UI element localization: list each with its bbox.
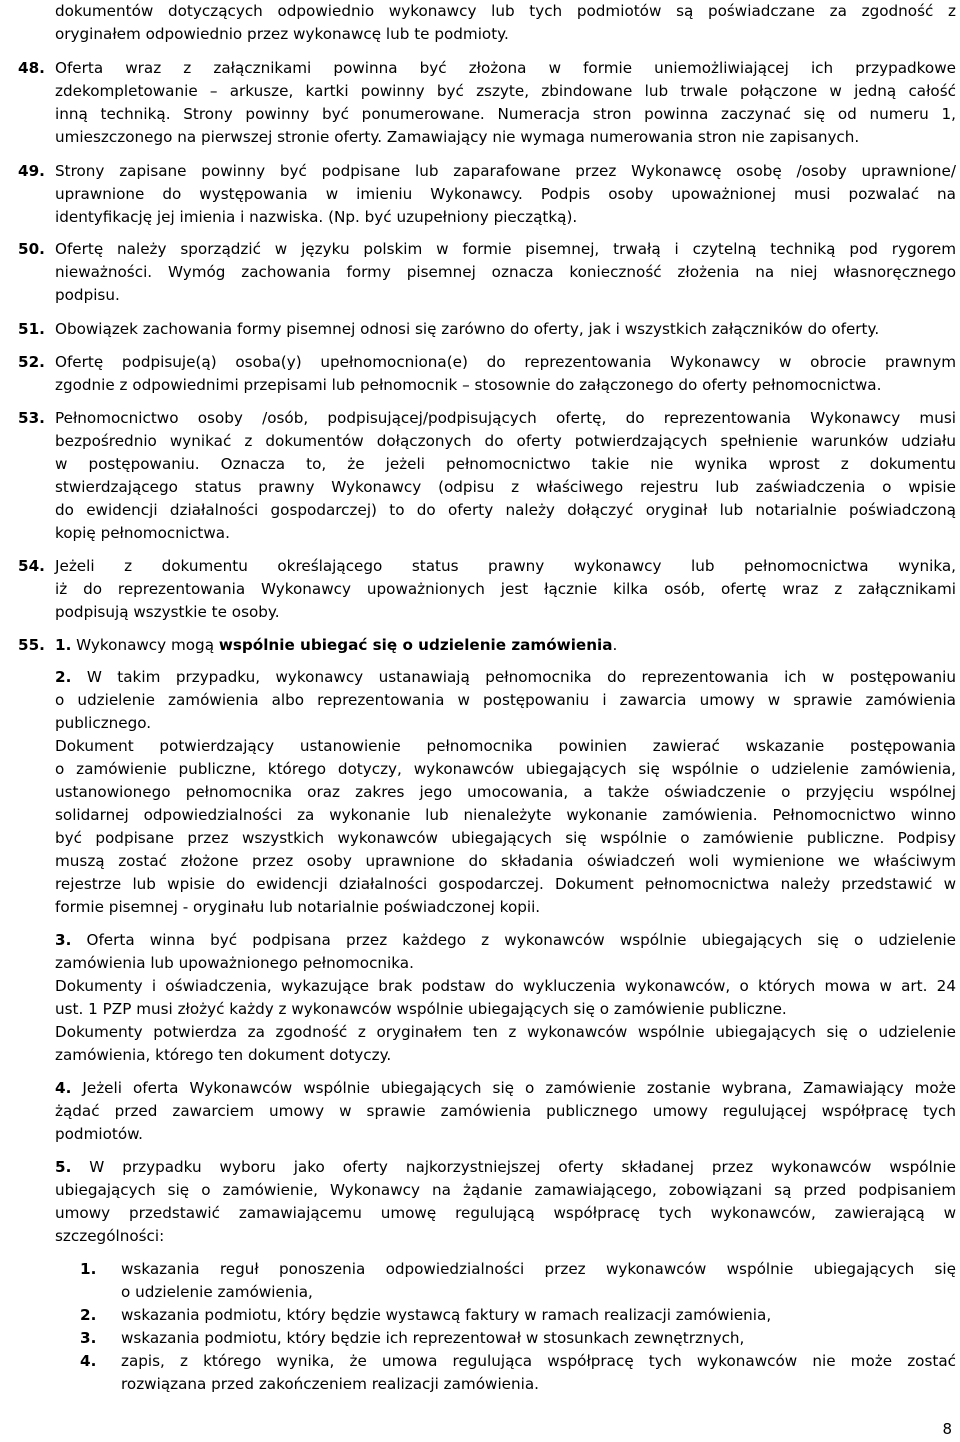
section-53-line: stwierdzającego status prawny Wykonawcy (odpisu z właściwego rejestru lub zaświadczenia o wpisie — [55, 478, 956, 496]
section-number: 48. — [18, 59, 45, 77]
list-number: 2. — [80, 1306, 97, 1324]
section-53-line: bezpośrednio wynikać z dokumentów dołączonych do oferty potwierdzających spełnienie warunków udziału — [55, 432, 956, 450]
section-50-line: nieważności. Wymóg zachowania formy pisemnej oznacza konieczność złożenia na niej własnoręcznego — [55, 263, 956, 281]
section-53-line: kopię pełnomocnictwa. — [55, 524, 230, 542]
section-55-point-4-line: podmiotów. — [55, 1125, 143, 1143]
list-item-line: wskazania podmiotu, który będzie wystawcą faktury w ramach realizacji zamówienia, — [121, 1306, 772, 1324]
section-number: 50. — [18, 240, 45, 258]
list-number: 3. — [80, 1329, 97, 1347]
section-55-point-5-line: umowy przedstawić zamawiającemu umowę regulującą współpracę tych wykonawców, zawierającą w — [55, 1204, 956, 1222]
section-55-point-5-line: szczególności: — [55, 1227, 165, 1245]
section-54-line: podpisują wszystkie te osoby. — [55, 603, 280, 621]
section-55-document-line: formie pisemnej - oryginału lub notarialnie poświadczonej kopii. — [55, 898, 541, 916]
section-55-point-3-line: zamówienia, którego ten dokument dotyczy. — [55, 1046, 392, 1064]
section-55-point-2-line: publicznego. — [55, 714, 152, 732]
section-number: 51. — [18, 320, 45, 338]
section-55-point-4-line: żądać przed zawarciem umowy w sprawie zamówienia publicznego umowy regulującej współpracę tych — [55, 1102, 956, 1120]
list-item-line: wskazania reguł ponoszenia odpowiedzialności przez wykonawców wspólnie ubiegających się — [121, 1260, 956, 1278]
point-number: 4. — [55, 1079, 72, 1097]
section-50-line: Ofertę należy sporządzić w języku polskim w formie pisemnej, trwałą i czytelną techniką pod rygorem — [55, 240, 956, 258]
section-49-line: Strony zapisane powinny być podpisane lub zaparafowane przez Wykonawcę osobę /osoby uprawnione/ — [55, 162, 956, 180]
section-number: 55. — [18, 636, 45, 654]
section-51-line: Obowiązek zachowania formy pisemnej odnosi się zarówno do oferty, jak i wszystkich załączników do oferty. — [55, 320, 880, 338]
section-54-line: iż do reprezentowania Wykonawcy upoważnionych jest łącznie kilka osób, ofertę wraz z załącznikami — [55, 580, 956, 598]
section-54-line: Jeżeli z dokumentu określającego status prawny wykonawcy lub pełnomocnictwa wynika, — [55, 557, 956, 575]
section-55-point-3-line: Dokumenty potwierdza za zgodność z oryginałem ten z wykonawców wspólnie ubiegających się o udzielenie — [55, 1023, 956, 1041]
point-text: Wykonawcy mogą — [71, 636, 219, 654]
section-55-document-line: ustanowionego pełnomocnika oraz zakres jego umocowania, a także oświadczenie o przyjęciu wspólnej — [55, 783, 956, 801]
section-48-line: zdekompletowanie – arkusze, kartki powinny być zszyte, zbindowane lub trwale połączone w jedną całość — [55, 82, 956, 100]
section-55-point-3-line: zamówienia lub upoważnionego pełnomocnika. — [55, 954, 414, 972]
section-55-document-line: solidarnej odpowiedzialności za wykonanie lub nienależyte wykonanie zamówienia. Pełnomocnictwo winno — [55, 806, 956, 824]
section-52-line: Ofertę podpisuje(ą) osoba(y) upełnomocniona(e) do reprezentowania Wykonawcy w obrocie prawnym — [55, 353, 956, 371]
section-53-line: do ewidencji działalności gospodarczej) to do oferty należy dołączyć oryginał lub notarialnie poświadczoną — [55, 501, 956, 519]
section-52-line: zgodnie z odpowiednimi przepisami lub pełnomocnik – stosownie do załączonego do oferty pełnomocnictwa. — [55, 376, 882, 394]
section-55-document-line: o zamówienie publiczne, którego dotyczy, wykonawców ubiegających się wspólnie o udzielenie zamówienia, — [55, 760, 956, 778]
list-item-line: zapis, z którego wynika, że umowa regulująca współpracę tych wykonawców nie może zostać — [121, 1352, 956, 1370]
section-55-document-line: muszą zostać złożone przez osoby uprawnione do składania oświadczeń woli wymienione we właściwym — [55, 852, 956, 870]
section-55-document-line: rejestrze lub wpisie do ewidencji działalności gospodarczej. Dokument pełnomocnictwa należy przedstawić w — [55, 875, 956, 893]
section-50-line: podpisu. — [55, 286, 120, 304]
continuation-line: dokumentów dotyczących odpowiednio wykonawcy lub tych podmiotów są poświadczane za zgodność z — [55, 2, 956, 20]
section-49-line: identyfikację jej imienia i nazwiska. (Np. być uzupełniony pieczątką). — [55, 208, 578, 226]
section-55-point-2-line: o udzielenie zamówienia albo reprezentowania w postępowaniu i zawarcia umowy w sprawie zamówienia — [55, 691, 956, 709]
point-number: 5. — [55, 1158, 72, 1176]
page-number: 8 — [942, 1420, 952, 1438]
section-48-line: umieszczonego na pierwszej stronie oferty. Zamawiający nie wymaga numerowania stron nie zapisanych. — [55, 128, 860, 146]
point-number: 2. — [55, 668, 72, 686]
section-49-line: uprawnione do występowania w imieniu Wykonawcy. Podpis osoby upoważnionej musi pozwalać na — [55, 185, 956, 203]
section-55-point-2-line: 2. W takim przypadku, wykonawcy ustanawiają pełnomocnika do reprezentowania ich w postępowaniu — [55, 668, 956, 686]
point-number: 3. — [55, 931, 72, 949]
section-55-point-3-line: ust. 1 PZP musi złożyć każdy z wykonawców wspólnie ubiegających się o zamówienie publiczne. — [55, 1000, 787, 1018]
section-48-line: Oferta wraz z załącznikami powinna być złożona w formie uniemożliwiającej ich przypadkowe — [55, 59, 956, 77]
point-bold-text: wspólnie ubiegać się o udzielenie zamówienia — [218, 636, 613, 654]
continuation-line: oryginałem odpowiednio przez wykonawcę lub te podmioty. — [55, 25, 509, 43]
section-53-line: Pełnomocnictwo osoby /osób, podpisującej/podpisujących ofertę, do reprezentowania Wykonawcy musi — [55, 409, 956, 427]
section-number: 49. — [18, 162, 45, 180]
section-53-line: w postępowaniu. Oznacza to, że jeżeli pełnomocnictwo takie nie wynika wprost z dokumentu — [55, 455, 956, 473]
list-item-line: wskazania podmiotu, który będzie ich reprezentował w stosunkach zewnętrznych, — [121, 1329, 745, 1347]
list-item-line: rozwiązana przed zakończeniem realizacji zamówienia. — [121, 1375, 539, 1393]
section-55-point-4-line: 4. Jeżeli oferta Wykonawców wspólnie ubiegających się o zamówienie zostanie wybrana, Zamawiający może — [55, 1079, 956, 1097]
section-number: 53. — [18, 409, 45, 427]
section-55-point-1 — [55, 634, 617, 658]
section-55-point-5-line: 5. W przypadku wyboru jako oferty najkorzystniejszej oferty składanej przez wykonawców wspólnie — [55, 1158, 956, 1176]
section-55-point-3-line: Dokumenty i oświadczenia, wykazujące brak podstaw do wykluczenia wykonawców, o których mowa w art. 24 — [55, 977, 956, 995]
section-number: 52. — [18, 353, 45, 371]
section-48-line: inną techniką. Strony powinny być ponumerowane. Numeracja stron powinna zaczynać się od numeru 1, — [55, 105, 956, 123]
section-55-document-line: Dokument potwierdzający ustanowienie pełnomocnika powinien zawierać wskazanie postępowania — [55, 737, 956, 755]
list-number: 4. — [80, 1352, 97, 1370]
point-text: . — [612, 636, 618, 654]
section-55-document-line: być podpisane przez wszystkich wykonawców ubiegających się wspólnie o zamówienie publiczne. Podpisy — [55, 829, 956, 847]
list-item-line: o udzielenie zamówienia, — [121, 1283, 313, 1301]
section-55-point-3-line: 3. Oferta winna być podpisana przez każdego z wykonawców wspólnie ubiegających się o udzielenie — [55, 931, 957, 949]
point-number: 1. — [55, 636, 72, 654]
section-55-point-5-line: ubiegających się o zamówienie, Wykonawcy na żądanie zamawiającego, zobowiązani są przed podpisaniem — [55, 1181, 956, 1199]
section-number: 54. — [18, 557, 45, 575]
list-number: 1. — [80, 1260, 97, 1278]
